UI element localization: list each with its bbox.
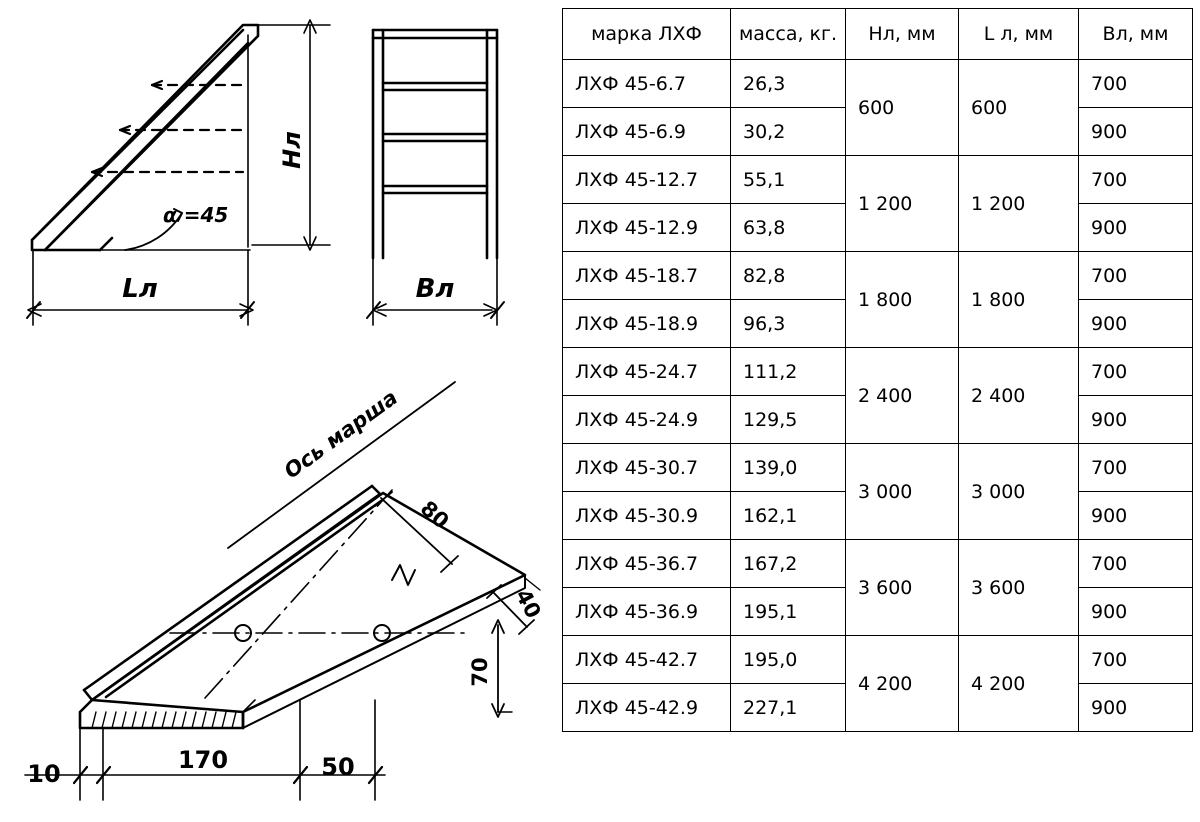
cell-mass: 162,1 [731, 492, 846, 540]
table-row [563, 636, 1193, 684]
cell-width: 700 [1079, 636, 1193, 684]
cell-height: 3 600 [846, 540, 959, 636]
cell-mass: 55,1 [731, 156, 846, 204]
cell-mass: 30,2 [731, 108, 846, 156]
cell-mass: 26,3 [731, 60, 846, 108]
table-row [563, 540, 1193, 588]
cell-mass: 111,2 [731, 348, 846, 396]
dim-70-label: 70 [468, 657, 492, 687]
specification-table-wrapper [562, 8, 1192, 732]
table-header-row [563, 9, 1193, 60]
cell-width: 900 [1079, 204, 1193, 252]
table-row [563, 444, 1193, 492]
cell-height: 4 200 [846, 636, 959, 732]
cell-width: 900 [1079, 684, 1193, 732]
cell-width: 700 [1079, 348, 1193, 396]
specification-table [562, 8, 1193, 732]
cell-mark: ЛХФ 45-18.7 [563, 252, 731, 300]
cell-mark: ЛХФ 45-24.7 [563, 348, 731, 396]
cell-height: 600 [846, 60, 959, 156]
cell-mark: ЛХФ 45-18.9 [563, 300, 731, 348]
cell-width: 900 [1079, 108, 1193, 156]
cell-mass: 139,0 [731, 444, 846, 492]
cell-width: 700 [1079, 60, 1193, 108]
cell-mass: 96,3 [731, 300, 846, 348]
dim-50-label: 50 [321, 753, 355, 781]
header-length: L л, мм [959, 9, 1079, 60]
cell-length: 2 400 [959, 348, 1079, 444]
dim-80 [375, 492, 458, 572]
dim-80-label: 80 [415, 496, 454, 534]
cell-mass: 195,0 [731, 636, 846, 684]
cell-width: 900 [1079, 588, 1193, 636]
cell-width: 700 [1079, 444, 1193, 492]
cell-height: 3 000 [846, 444, 959, 540]
header-mass: масса, кг. [731, 9, 846, 60]
front-view-ladder [373, 30, 497, 258]
cell-mark: ЛХФ 45-42.7 [563, 636, 731, 684]
cell-mass: 195,1 [731, 588, 846, 636]
dim-70 [492, 620, 512, 717]
drawing-canvas [0, 0, 555, 822]
cell-mass: 63,8 [731, 204, 846, 252]
cell-length: 600 [959, 60, 1079, 156]
cell-mark: ЛХФ 45-12.7 [563, 156, 731, 204]
cell-mass: 129,5 [731, 396, 846, 444]
table-row [563, 60, 1193, 108]
cell-mass: 82,8 [731, 252, 846, 300]
cell-height: 1 200 [846, 156, 959, 252]
cell-height: 1 800 [846, 252, 959, 348]
cell-width: 900 [1079, 492, 1193, 540]
cell-height: 2 400 [846, 348, 959, 444]
cell-mass: 167,2 [731, 540, 846, 588]
dim-10-label: 10 [27, 760, 61, 788]
cell-length: 1 800 [959, 252, 1079, 348]
cell-width: 700 [1079, 252, 1193, 300]
axis-note-label: Ось марша [279, 385, 403, 484]
dim-170-label: 170 [177, 746, 229, 774]
cell-width: 700 [1079, 156, 1193, 204]
header-width: Вл, мм [1079, 9, 1193, 60]
cell-length: 1 200 [959, 156, 1079, 252]
cell-length: 3 000 [959, 444, 1079, 540]
cell-width: 900 [1079, 396, 1193, 444]
cell-mark: ЛХФ 45-12.9 [563, 204, 731, 252]
cell-mark: ЛХФ 45-24.9 [563, 396, 731, 444]
table-row [563, 348, 1193, 396]
dim-40-label: 40 [510, 585, 546, 623]
cell-mark: ЛХФ 45-42.9 [563, 684, 731, 732]
table-row [563, 156, 1193, 204]
cell-width: 900 [1079, 300, 1193, 348]
header-height: Нл, мм [846, 9, 959, 60]
cell-length: 3 600 [959, 540, 1079, 636]
table-row [563, 252, 1193, 300]
header-mark: марка ЛХФ [563, 9, 731, 60]
cell-mark: ЛХФ 45-36.7 [563, 540, 731, 588]
cell-length: 4 200 [959, 636, 1079, 732]
width-label: Вл [415, 274, 455, 304]
cell-mark: ЛХФ 45-6.7 [563, 60, 731, 108]
technical-drawings [0, 0, 555, 822]
cell-width: 700 [1079, 540, 1193, 588]
cell-mark: ЛХФ 45-30.7 [563, 444, 731, 492]
tread-detail-view [80, 486, 525, 728]
cell-mark: ЛХФ 45-6.9 [563, 108, 731, 156]
angle-label: α =45 [163, 203, 229, 227]
cell-mass: 227,1 [731, 684, 846, 732]
cell-mark: ЛХФ 45-30.9 [563, 492, 731, 540]
length-label: Lл [122, 274, 158, 304]
cell-mark: ЛХФ 45-36.9 [563, 588, 731, 636]
side-view-step-arrows [92, 81, 162, 176]
height-label: Нл [278, 131, 306, 169]
